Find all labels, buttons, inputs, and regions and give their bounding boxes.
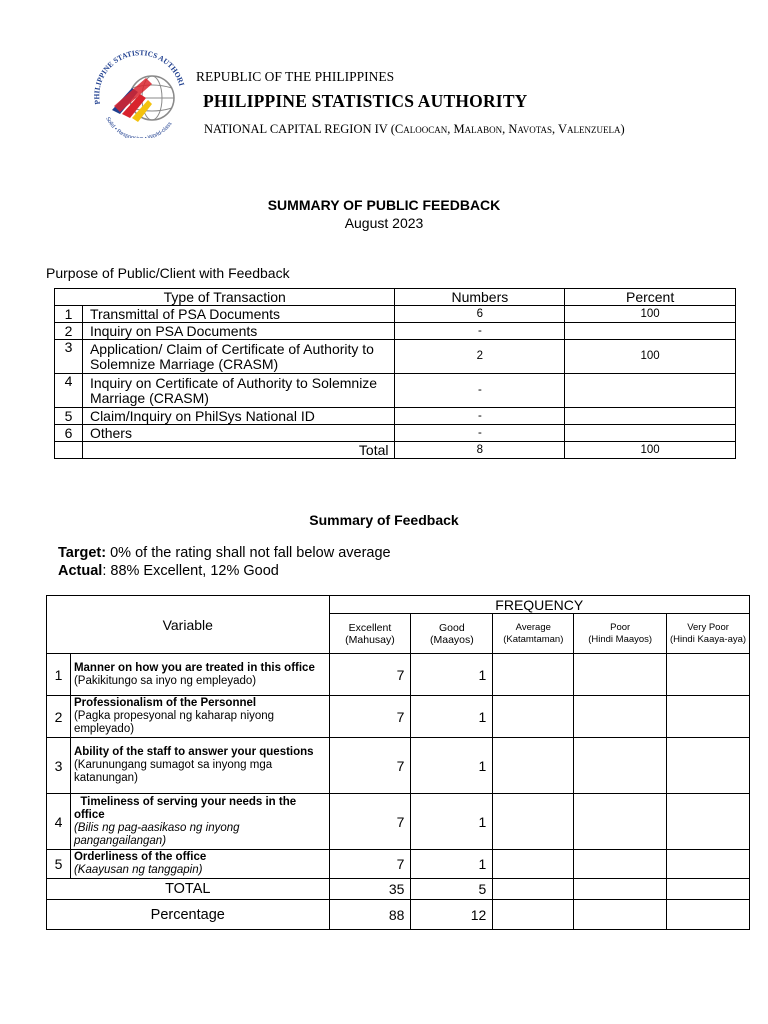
row-number: 6 bbox=[55, 425, 83, 442]
percentage-average bbox=[493, 900, 574, 930]
transaction-percent bbox=[565, 425, 736, 442]
header-numbers: Numbers bbox=[395, 289, 565, 306]
col-sub: (Mahusay) bbox=[345, 633, 395, 646]
table-row bbox=[47, 696, 750, 738]
target-label: Target: bbox=[58, 545, 107, 561]
row-number: 4 bbox=[55, 374, 83, 408]
average-count bbox=[493, 696, 574, 738]
region-close: ) bbox=[620, 122, 625, 136]
psa-seal-logo bbox=[86, 48, 192, 138]
total-poor bbox=[574, 879, 667, 900]
header-type: Type of Transaction bbox=[55, 289, 395, 306]
table-row bbox=[55, 374, 736, 408]
actual-line bbox=[58, 563, 279, 579]
feedback-title: Summary of Feedback bbox=[309, 512, 459, 528]
total-numbers: 8 bbox=[395, 442, 565, 459]
col-sub: (Katamtaman) bbox=[503, 633, 564, 645]
transaction-type: Inquiry on Certificate of Authority to Solemnize Marriage (CRASM) bbox=[82, 374, 395, 408]
transaction-numbers: - bbox=[395, 425, 565, 442]
variable-desc: (Kaayusan ng tanggapin) bbox=[73, 864, 203, 876]
table-row bbox=[47, 850, 750, 879]
variable-header: Variable bbox=[47, 596, 330, 654]
table-row bbox=[47, 738, 750, 794]
row-number: 5 bbox=[47, 850, 71, 879]
table-row bbox=[55, 425, 736, 442]
table-row bbox=[55, 408, 736, 425]
purpose-label: Purpose of Public/Client with Feedback bbox=[46, 265, 290, 281]
poor-count bbox=[574, 850, 667, 879]
very-poor-count bbox=[667, 850, 750, 879]
col-name: Excellent bbox=[348, 621, 392, 634]
table-row bbox=[55, 340, 736, 374]
total-row bbox=[55, 442, 736, 459]
col-sub: (Maayos) bbox=[429, 633, 474, 646]
percentage-label: Percentage bbox=[47, 900, 330, 930]
variable-title: Timeliness of serving your needs in the office bbox=[73, 795, 300, 821]
col-very-poor bbox=[667, 614, 750, 654]
good-count: 1 bbox=[411, 654, 493, 696]
feedback-table bbox=[46, 595, 750, 930]
variable-desc: (Karunungang sumagot sa inyong mga katanungan) bbox=[73, 759, 273, 784]
poor-count bbox=[574, 794, 667, 850]
total-label: Total bbox=[82, 442, 395, 459]
good-count: 1 bbox=[411, 850, 493, 879]
excellent-count: 7 bbox=[329, 794, 411, 850]
poor-count bbox=[574, 696, 667, 738]
blank-cell bbox=[55, 442, 83, 459]
average-count bbox=[493, 738, 574, 794]
table-row bbox=[55, 306, 736, 323]
transactions-table bbox=[54, 288, 736, 459]
variable-cell bbox=[70, 738, 329, 794]
col-name: Good bbox=[439, 621, 465, 634]
variable-title: Orderliness of the office bbox=[73, 851, 207, 863]
transaction-numbers: 6 bbox=[395, 306, 565, 323]
logo-motto: Solid • Respo World-class bbox=[104, 116, 174, 138]
transaction-type: Application/ Claim of Certificate of Authority to Solemnize Marriage (CRASM) bbox=[82, 340, 395, 374]
target-text: 0% of the rating shall not fall below average bbox=[106, 545, 391, 561]
variable-title: Manner on how you are treated in this office bbox=[73, 661, 315, 674]
col-sub: (Hindi Maayos) bbox=[588, 633, 653, 645]
poor-count bbox=[574, 654, 667, 696]
variable-cell bbox=[70, 654, 329, 696]
very-poor-count bbox=[667, 738, 750, 794]
transaction-percent bbox=[565, 374, 736, 408]
region-main: NATIONAL CAPITAL REGION IV ( bbox=[204, 122, 395, 136]
variable-cell bbox=[70, 794, 329, 850]
percentage-poor bbox=[574, 900, 667, 930]
average-count bbox=[493, 850, 574, 879]
total-good: 5 bbox=[411, 879, 493, 900]
agency-heading: PHILIPPINE STATISTICS AUTHORITY bbox=[203, 91, 528, 111]
row-number: 2 bbox=[47, 696, 71, 738]
transaction-type: Others bbox=[82, 425, 395, 442]
excellent-count: 7 bbox=[329, 654, 411, 696]
total-percent: 100 bbox=[565, 442, 736, 459]
average-count bbox=[493, 794, 574, 850]
very-poor-count bbox=[667, 794, 750, 850]
variable-title: Professionalism of the Personnel bbox=[73, 697, 257, 709]
percentage-row bbox=[47, 900, 750, 930]
table-row bbox=[47, 654, 750, 696]
excellent-count: 7 bbox=[329, 696, 411, 738]
table-row bbox=[55, 323, 736, 340]
variable-cell bbox=[70, 696, 329, 738]
total-row bbox=[47, 879, 750, 900]
actual-label: Actual bbox=[58, 563, 103, 579]
header-percent: Percent bbox=[565, 289, 736, 306]
transaction-percent bbox=[565, 408, 736, 425]
percentage-excellent: 88 bbox=[329, 900, 411, 930]
good-count: 1 bbox=[411, 738, 493, 794]
actual-text: : 88% Excellent, 12% Good bbox=[102, 563, 279, 579]
row-number: 3 bbox=[55, 340, 83, 374]
excellent-count: 7 bbox=[329, 850, 411, 879]
col-excellent bbox=[329, 614, 411, 654]
transaction-percent: 100 bbox=[565, 340, 736, 374]
table-row bbox=[47, 794, 750, 850]
variable-desc: (Pakikitungo sa inyo ng empleyado) bbox=[73, 674, 257, 687]
average-count bbox=[493, 654, 574, 696]
transaction-numbers: 2 bbox=[395, 340, 565, 374]
frequency-header-row bbox=[47, 596, 750, 614]
transaction-type: Claim/Inquiry on PhilSys National ID bbox=[82, 408, 395, 425]
transaction-percent bbox=[565, 323, 736, 340]
percentage-good: 12 bbox=[411, 900, 493, 930]
total-average bbox=[493, 879, 574, 900]
poor-count bbox=[574, 738, 667, 794]
total-label: TOTAL bbox=[47, 879, 330, 900]
col-name: Poor bbox=[610, 621, 631, 633]
report-title: SUMMARY OF PUBLIC FEEDBACK bbox=[267, 197, 501, 213]
col-name: Very Poor bbox=[687, 621, 729, 633]
very-poor-count bbox=[667, 696, 750, 738]
percentage-very-poor bbox=[667, 900, 750, 930]
row-number: 1 bbox=[55, 306, 83, 323]
row-number: 2 bbox=[55, 323, 83, 340]
variable-desc: (Pagka propesyonal ng kaharap niyong empleyado) bbox=[73, 710, 275, 735]
transaction-type: Inquiry on PSA Documents bbox=[82, 323, 395, 340]
col-good bbox=[411, 614, 493, 654]
report-period: August 2023 bbox=[344, 215, 424, 231]
table-header-row bbox=[55, 289, 736, 306]
logo-arc-text: PHILIPPINE STATISTICS AUTHORI bbox=[92, 48, 187, 106]
transaction-numbers: - bbox=[395, 374, 565, 408]
good-count: 1 bbox=[411, 794, 493, 850]
col-sub: (Hindi Kaaya-aya) bbox=[670, 633, 747, 645]
transaction-percent: 100 bbox=[565, 306, 736, 323]
transaction-numbers: - bbox=[395, 408, 565, 425]
col-name: Average bbox=[515, 621, 551, 633]
row-number: 5 bbox=[55, 408, 83, 425]
transaction-numbers: - bbox=[395, 323, 565, 340]
frequency-header: FREQUENCY bbox=[329, 596, 749, 614]
row-number: 4 bbox=[47, 794, 71, 850]
variable-cell bbox=[70, 850, 329, 879]
region-cities: Caloocan, Malabon, Navotas, Valenzuela bbox=[394, 122, 621, 136]
total-very-poor bbox=[667, 879, 750, 900]
row-number: 3 bbox=[47, 738, 71, 794]
variable-desc: (Bilis ng pag-aasikaso ng inyong pangangailangan) bbox=[73, 821, 240, 847]
republic-heading: REPUBLIC OF THE PHILIPPINES bbox=[196, 69, 395, 84]
region-heading bbox=[204, 122, 625, 137]
col-average bbox=[493, 614, 574, 654]
good-count: 1 bbox=[411, 696, 493, 738]
transaction-type: Transmittal of PSA Documents bbox=[82, 306, 395, 323]
variable-title: Ability of the staff to answer your questions bbox=[73, 746, 314, 758]
very-poor-count bbox=[667, 654, 750, 696]
target-line bbox=[58, 545, 391, 561]
excellent-count: 7 bbox=[329, 738, 411, 794]
row-number: 1 bbox=[47, 654, 71, 696]
total-excellent: 35 bbox=[329, 879, 411, 900]
col-poor bbox=[574, 614, 667, 654]
